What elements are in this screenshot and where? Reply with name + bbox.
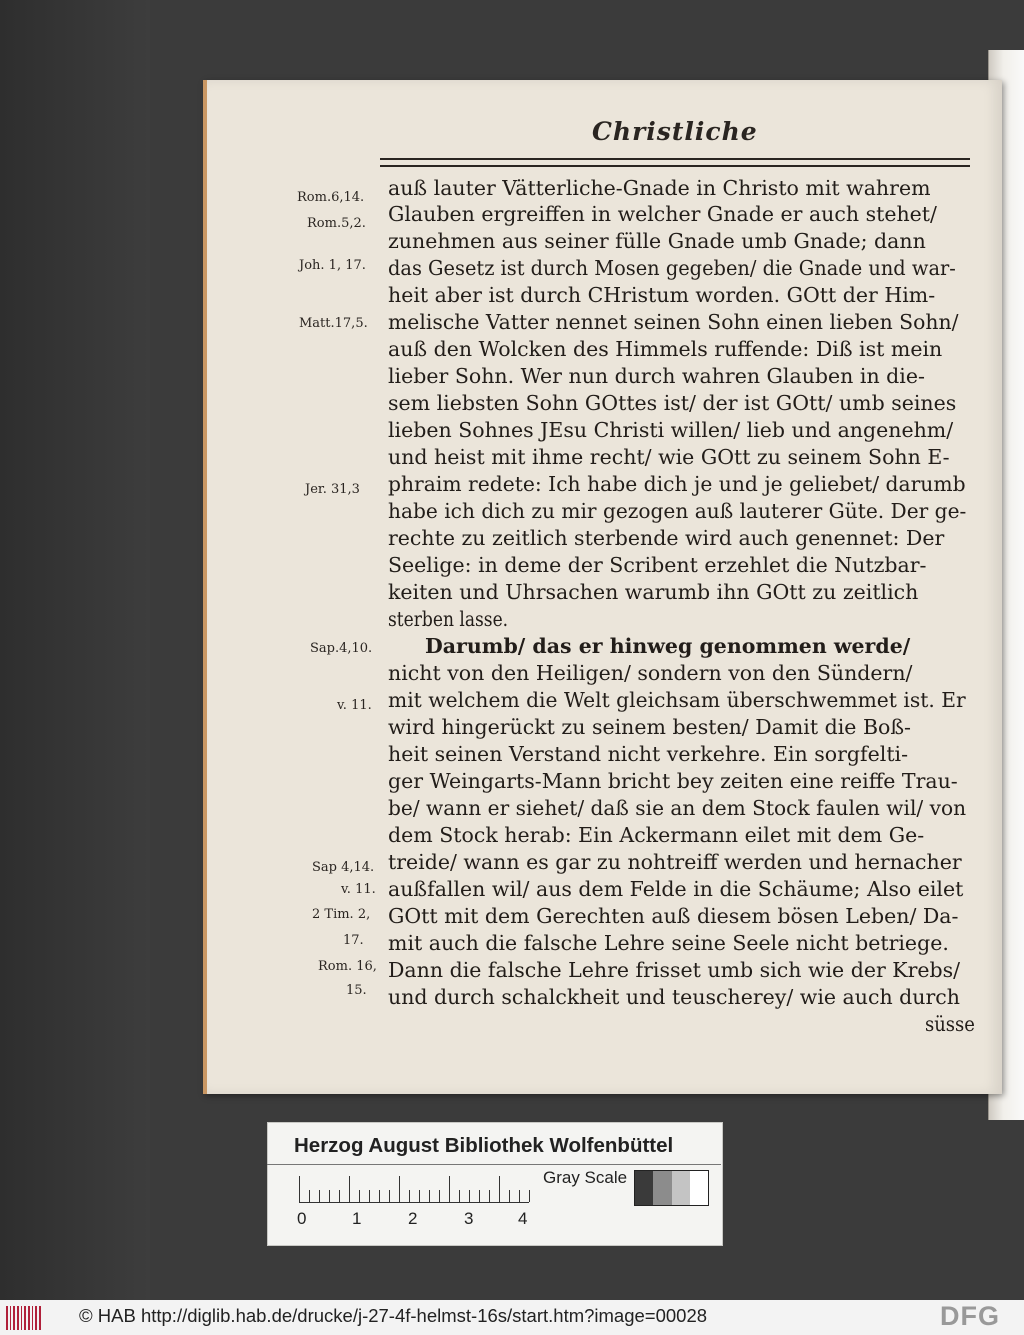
ruler-tick	[329, 1190, 330, 1202]
gray-swatch	[635, 1171, 653, 1205]
barcode-icon	[6, 1306, 46, 1330]
margin-note: Rom. 16,	[318, 959, 377, 974]
running-head: Christliche	[592, 117, 758, 146]
text-line: auß lauter Vätterliche-Gnade in Christo mit wahrem	[388, 176, 931, 200]
ruler-tick	[359, 1190, 360, 1202]
text-line: lieber Sohn. Wer nun durch wahren Glauben in die-	[388, 364, 925, 388]
library-title: Herzog August Bibliothek Wolfenbüttel	[294, 1134, 674, 1157]
ruler-tick	[509, 1190, 510, 1202]
scale-ruler	[299, 1172, 529, 1203]
ruler-tick	[299, 1176, 300, 1202]
text-line: außfallen wil/ aus dem Felde in die Schäume; Also eilet	[388, 877, 964, 901]
ruler-tick	[529, 1190, 530, 1202]
text-line: mit welchem die Welt gleichsam überschwemmet ist. Er	[388, 688, 966, 712]
ruler-tick	[389, 1190, 390, 1202]
text-line: Darumb/ das er hinweg genommen werde/	[425, 634, 911, 658]
margin-note: Rom.6,14.	[297, 190, 365, 205]
ruler-tick	[519, 1190, 520, 1202]
ruler-tick	[339, 1190, 340, 1202]
ruler-tick	[439, 1190, 440, 1202]
margin-note: Joh. 1, 17.	[299, 258, 366, 273]
ruler-tick	[379, 1190, 380, 1202]
ruler-tick	[349, 1176, 350, 1202]
scale-number: 3	[464, 1209, 474, 1228]
barcode-bar	[39, 1306, 41, 1330]
text-line: heit aber ist durch CHristum worden. GOtt der Him-	[388, 283, 936, 307]
barcode-bar	[28, 1306, 30, 1330]
ruler-tick	[459, 1190, 460, 1202]
text-line: nicht von den Heiligen/ sondern von den Sündern/	[388, 661, 913, 685]
gray-swatch	[653, 1171, 671, 1205]
ruler-tick	[409, 1190, 410, 1202]
text-line: rechte zu zeitlich sterbende wird auch genennet: Der	[388, 526, 945, 550]
copyright-url[interactable]: © HAB http://diglib.hab.de/drucke/j-27-4f-helmst-16s/start.htm?image=00028	[79, 1305, 708, 1326]
margin-note: 2 Tim. 2,	[312, 907, 371, 922]
gray-scale-label: Gray Scale	[543, 1168, 628, 1187]
ruler-tick	[489, 1190, 490, 1202]
text-line: Seelige: in deme der Scribent erzehlet die Nutzbar-	[388, 553, 927, 577]
text-line: Glauben ergreiffen in welcher Gnade er auch stehet/	[388, 202, 937, 226]
text-line: wird hingerückt zu seinem besten/ Damit die Boß-	[388, 715, 911, 739]
text-line: zunehmen aus seiner fülle Gnade umb Gnade; dann	[388, 229, 926, 253]
text-line: auß den Wolcken des Himmels ruffende: Diß ist mein	[388, 337, 943, 361]
text-line: und heist mit ihme recht/ wie GOtt zu seinem Sohn E-	[388, 445, 950, 469]
scale-number: 1	[352, 1209, 362, 1228]
text-line: habe ich dich zu mir gezogen auß lauterer Güte. Der ge-	[388, 499, 967, 523]
text-line: melische Vatter nennet seinen Sohn einen lieben Sohn/	[388, 310, 959, 334]
text-line: und durch schalckheit und teuscherey/ wie auch durch	[388, 985, 960, 1009]
text-line: süsse	[925, 1012, 975, 1036]
text-line: lieben Sohnes JEsu Christi willen/ lieb und angenehm/	[388, 418, 954, 442]
strip-divider	[267, 1164, 721, 1165]
ruler-tick	[309, 1190, 310, 1202]
barcode-bar	[10, 1306, 11, 1330]
dfg-logo: DFG	[940, 1301, 1000, 1331]
ruler-tick	[369, 1190, 370, 1202]
text-line: mit auch die falsche Lehre seine Seele nicht betriege.	[388, 931, 949, 955]
margin-note: Rom.5,2.	[307, 216, 366, 231]
text-line: dem Stock herab: Ein Ackermann eilet mit dem Ge-	[388, 823, 925, 847]
margin-note: v. 11.	[341, 882, 376, 897]
text-line: heit seinen Verstand nicht verkehre. Ein sorgfelti-	[388, 742, 909, 766]
text-line: sem liebsten Sohn GOttes ist/ der ist GOtt/ umb seines	[388, 391, 957, 415]
ruler-tick	[399, 1176, 400, 1202]
ruler-tick	[319, 1190, 320, 1202]
gray-swatch	[672, 1171, 690, 1205]
text-line: GOtt mit dem Gerechten auß diesem bösen Leben/ Da-	[388, 904, 959, 928]
barcode-bar	[35, 1306, 37, 1330]
ruler-tick	[429, 1190, 430, 1202]
text-line: phraim redete: Ich habe dich je und je geliebet/ darumb	[388, 472, 966, 496]
scale-number: 4	[518, 1209, 528, 1228]
text-line: ger Weingarts-Mann bricht bey zeiten eine reiffe Trau-	[388, 769, 958, 793]
margin-note: Sap 4,14.	[312, 860, 375, 875]
ruler-tick	[469, 1190, 470, 1202]
barcode-bar	[32, 1306, 33, 1330]
viewer-footer	[0, 1300, 1024, 1335]
barcode-bar	[24, 1306, 26, 1330]
text-line: treide/ wann es gar zu nohtreiff werden und hernacher	[388, 850, 962, 874]
ruler-tick	[499, 1176, 500, 1202]
margin-note: 15.	[346, 983, 367, 998]
text-line: keiten und Uhrsachen warumb ihn GOtt zu zeitlich	[388, 580, 919, 604]
ruler-tick	[479, 1190, 480, 1202]
text-line: das Gesetz ist durch Mosen gegeben/ die Gnade und war-	[388, 256, 956, 280]
ruler-tick	[449, 1176, 450, 1202]
barcode-bar	[21, 1306, 22, 1330]
margin-note: Sap.4,10.	[310, 641, 373, 656]
text-line: sterben lasse.	[388, 607, 509, 631]
margin-note: 17.	[343, 933, 364, 948]
margin-note: Matt.17,5.	[299, 316, 368, 331]
scale-number: 2	[408, 1209, 418, 1228]
ruler-tick	[419, 1190, 420, 1202]
barcode-bar	[13, 1306, 15, 1330]
text-line: Dann die falsche Lehre frisset umb sich wie der Krebs/	[388, 958, 961, 982]
gray-swatch	[690, 1171, 708, 1205]
barcode-bar	[17, 1306, 19, 1330]
header-rule	[380, 158, 970, 167]
gray-scale-swatches	[634, 1170, 709, 1206]
scan-left-shadow	[0, 0, 150, 1300]
margin-note: Jer. 31,3	[305, 482, 360, 497]
margin-note: v. 11.	[337, 698, 372, 713]
text-line: be/ wann er siehet/ daß sie an dem Stock faulen wil/ von	[388, 796, 967, 820]
scale-number: 0	[297, 1209, 307, 1228]
barcode-bar	[6, 1306, 8, 1330]
